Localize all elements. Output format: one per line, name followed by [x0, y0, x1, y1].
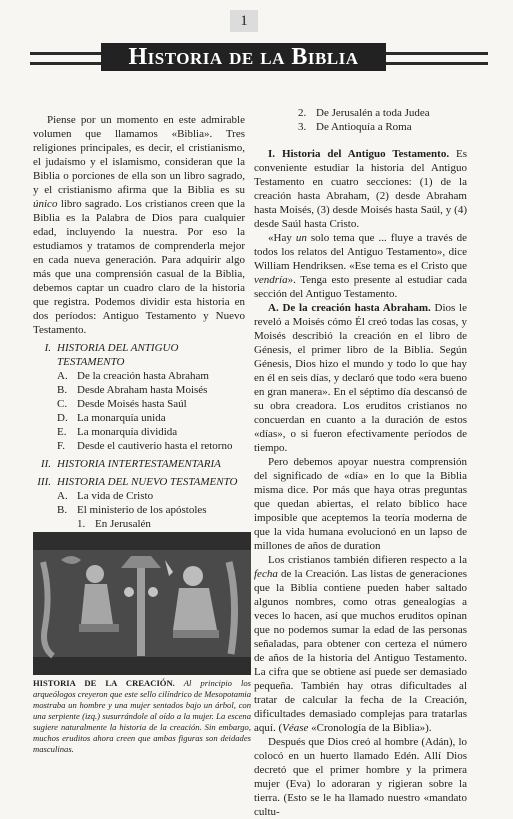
hendriksen-paragraph: «Hay un solo tema que ... fluye a través de todos los relatos del Antiguo Testamento», dice William Hendriksen. «Ese tema es el Cristo que vendría». Tenga esto presente al estudiar cada sección del Antiguo Testamento.	[254, 232, 468, 300]
outline-item: I. HISTORIA DEL ANTIGUO TESTAMENTO	[44, 342, 179, 368]
caption-text: Al principio los arqueólogos creyeron que este sello cilíndrico de Mesopotamia mostraba un hombre y una mujer sentados bajo un árbol, con una serpiente (izq.) susurrándole al oído a la mujer. La escena sugiere naturalmente la historia de la creación. Sin embargo, muchos eruditos ahora creen que ambas figuras son deidades masculinas.	[33, 678, 252, 754]
page-number: 1	[230, 10, 258, 32]
page-title: Historia de la Biblia	[101, 43, 386, 71]
outline-item: B. El ministerio de los apóstoles	[57, 504, 207, 516]
creation-date-paragraph: Los cristianos también difieren respecto a la fecha de la Creación. Las listas de generaciones que la Biblia contiene pueden haber saltado algunos nombres, como otras genealogías a veces lo hacen, así que muchos eruditos opinan que no podemos sumar la edad de las personas señaladas, para obtener con certeza el número de años de la historia del Antiguo Testamento. La cifra que se obtiene así puede ser demasiado pequeña. También hay otras dificultades al tratar de calcular la fecha de la Creación, dificultades demasiado complejas para tratarlas aquí. (Véase «Cronología de la Biblia»).	[254, 554, 467, 734]
outline-list-continued	[254, 106, 467, 134]
outline-item: III. HISTORIA DEL NUEVO TESTAMENTO	[37, 476, 238, 488]
outline-item: A. La vida de Cristo	[57, 490, 154, 502]
outline-item: E. La monarquía dividida	[57, 426, 178, 438]
right-column	[254, 106, 467, 819]
outline-item: B. Desde Abraham hasta Moisés	[57, 384, 208, 396]
outline-item: 1. En Jerusalén	[77, 518, 151, 530]
section-i-heading: I. Historia del Antiguo Testamento.	[268, 148, 450, 160]
cylinder-seal-illustration	[33, 532, 251, 675]
section-gap	[254, 134, 467, 147]
intro-paragraph: Piense por un momento en este admirable volumen que llamamos «Biblia». Tres religiones principales, es decir, el cristianismo, el judaísmo y el islamismo, consideran que la Biblia o porciones de ella son un libro sagrado, y el cristianismo afirma que la Biblia es su único libro sagrado. Los cristianos creen que la Biblia es la Palabra de Dios para cualquier edad, incluyendo la nuestra. Por eso la estudiamos y tratamos de comprenderla mejor en cada nueva generación. Para adquirir algo más que una comprensión casual de la Biblia, debemos captar un cuadro claro de la historia que registra. Podemos dividir esta historia en dos períodos: Antiguo Testamento y Nuevo Testamento.	[33, 114, 245, 336]
outline-list	[33, 341, 245, 531]
section-a-paragraph: A. De la creación hasta Abraham. Dios le reveló a Moisés cómo Él creó todas las cosas, y Moisés describió la creación en el libro de Génesis, el primer libro de la Biblia. Según Génesis, Dios hizo el mundo y todo lo que hay en él en seis días, y declaró que todo «era bueno en gran manera». En el séptimo día descansó de su obra creadora. Los eruditos cristianos no concuerdan en cuanto a la duración de estos «días», o si fueron efectivamente períodos de tiempo.	[254, 302, 467, 454]
cylinder-seal-image	[33, 532, 251, 675]
outline-item: 2. De Jerusalén a toda Judea	[298, 107, 430, 119]
image-caption	[33, 678, 251, 755]
outline-item: II. HISTORIA INTERTESTAMENTARIA	[40, 458, 221, 470]
outline-item: A. De la creación hasta Abraham	[57, 370, 209, 382]
day-meaning-paragraph: Pero debemos apoyar nuestra comprensión del significado de «día» en lo que la Biblia misma dice. Por más que haya otras preguntas que quedan abiertas, el relato bíblico hace imposible que aceptemos la teoría moderna de que la vida humana evolucionó en un lapso de millones de años de duration	[254, 456, 467, 552]
caption-title: HISTORIA DE LA CREACIÓN.	[33, 678, 175, 688]
section-a-heading: A. De la creación hasta Abraham.	[268, 302, 431, 314]
section-i-paragraph: I. Historia del Antiguo Testamento. Es conveniente estudiar la historia del Antiguo Testamento en cuatro secciones: (1) de la creación hasta Abraham, (2) desde Abraham hasta Moisés, (3) desde Moisés hasta Saúl, y (4) desde Saúl hasta Cristo.	[254, 148, 468, 230]
outline-item: C. Desde Moisés hasta Saúl	[57, 398, 187, 410]
left-column	[33, 113, 245, 531]
outline-item: 3. De Antioquía a Roma	[298, 121, 412, 133]
eden-paragraph: Después que Dios creó al hombre (Adán), lo colocó en un huerto llamado Edén. Allí Dios decretó que el primer hombre y la primera mujer (Eva) lo adoraran y rigieran sobre la tierra. (Esto se le ha llamado nuestro «mandato cultu-	[254, 736, 467, 818]
outline-item: D. La monarquía unida	[57, 412, 166, 424]
outline-item: F. Desde el cautiverio hasta el retorno	[57, 440, 233, 452]
